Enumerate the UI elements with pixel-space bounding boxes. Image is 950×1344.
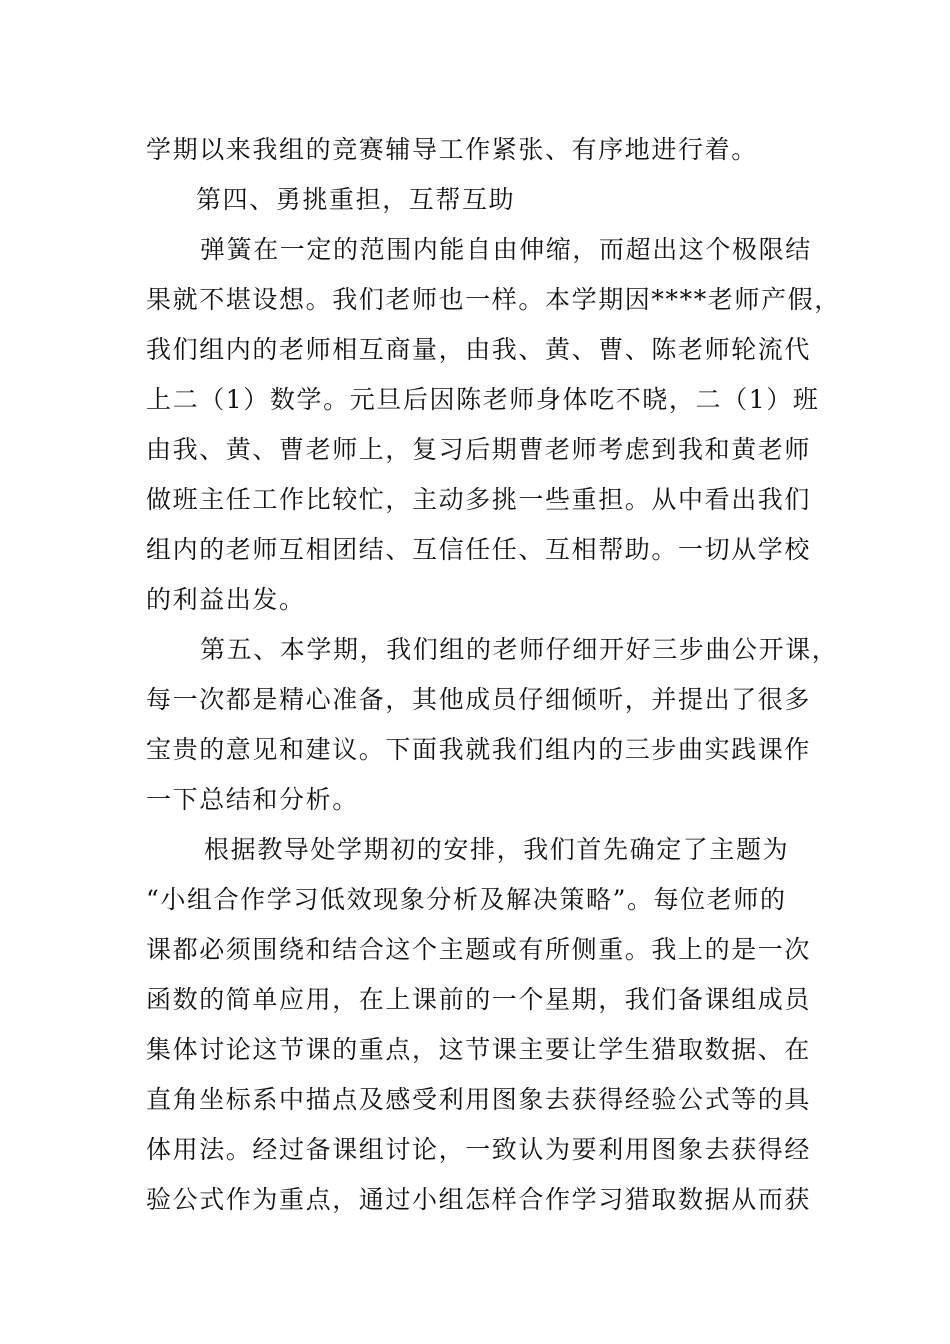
- text-line-12: 每一次都是精心准备，其他成员仔细倾听，并提出了很多: [146, 685, 812, 714]
- text-line-18: 函数的简单应用，在上课前的一个星期，我们备课组成员: [146, 985, 812, 1014]
- section-heading-5: 第五、本学期，我们组的老师仔细开好三步曲公开课，: [200, 635, 839, 664]
- text-line-21: 体用法。经过备课组讨论，一致认为要利用图象去获得经: [146, 1135, 812, 1164]
- text-line-6: 上二（1）数学。元旦后因陈老师身体吃不晓，二（1）班: [146, 385, 820, 414]
- text-line-7: 由我、黄、曹老师上，复习后期曹老师考虑到我和黄老师: [146, 435, 812, 464]
- text-line-13: 宝贵的意见和建议。下面我就我们组内的三步曲实践课作: [146, 735, 812, 764]
- text-line-8: 做班主任工作比较忙，主动多挑一些重担。从中看出我们: [146, 485, 812, 514]
- text-line-22: 验公式作为重点，通过小组怎样合作学习猎取数据从而获: [146, 1185, 812, 1214]
- text-line-19: 集体讨论这节课的重点，这节课主要让学生猎取数据、在: [146, 1035, 812, 1064]
- text-line-20: 直角坐标系中描点及感受利用图象去获得经验公式等的具: [146, 1085, 812, 1114]
- text-line-1: 学期以来我组的竞赛辅导工作紧张、有序地进行着。: [146, 135, 758, 164]
- section-heading-4: 第四、勇挑重担，互帮互助: [196, 185, 516, 214]
- text-line-9: 组内的老师互相团结、互信任任、互相帮助。一切从学校: [146, 535, 812, 564]
- text-line-3: 弹簧在一定的范围内能自由伸缩，而超出这个极限结: [200, 235, 812, 264]
- text-line-5: 我们组内的老师相互商量，由我、黄、曹、陈老师轮流代: [146, 335, 812, 364]
- text-line-15: 根据教导处学期初的安排，我们首先确定了主题为: [204, 835, 790, 864]
- text-line-10: 的利益出发。: [146, 585, 306, 614]
- text-line-4: 果就不堪设想。我们老师也一样。本学期因****老师产假，: [146, 285, 841, 314]
- text-line-16: “小组合作学习低效现象分析及解决策略”。每位老师的: [146, 885, 787, 914]
- text-line-17: 课都必须围绕和结合这个主题或有所侧重。我上的是一次: [146, 935, 812, 964]
- text-line-14: 一下总结和分析。: [146, 785, 359, 814]
